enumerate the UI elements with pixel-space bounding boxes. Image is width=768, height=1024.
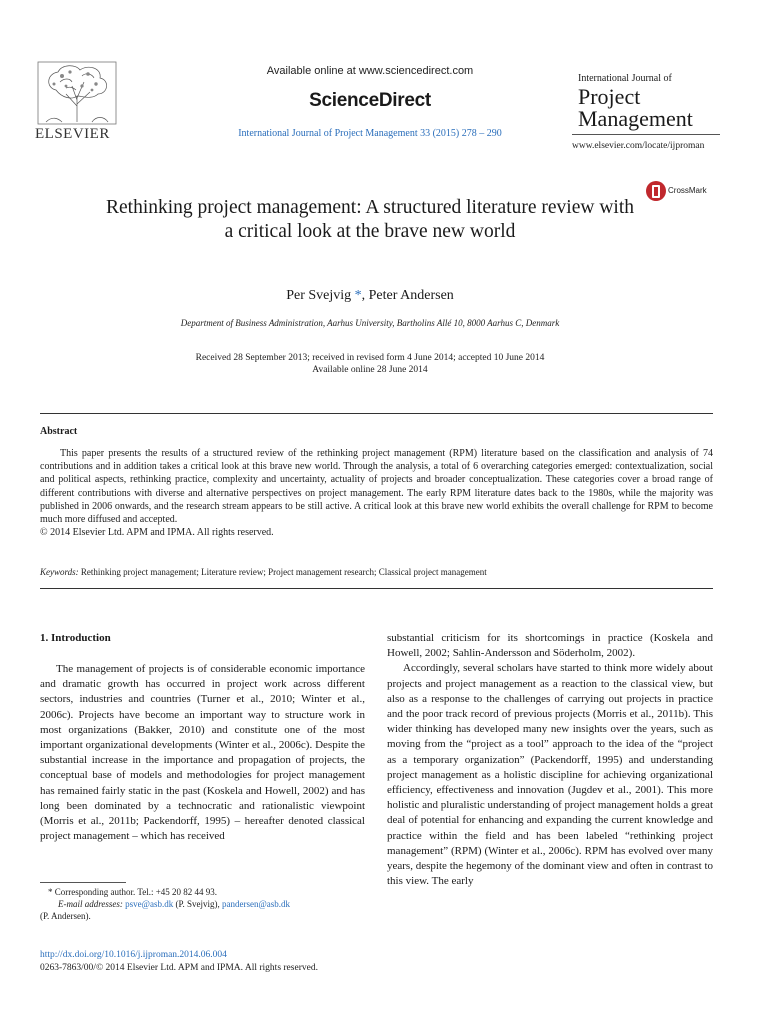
- email-owner-2: (P. Andersen).: [40, 911, 91, 921]
- issn-copyright: 0263-7863/00/© 2014 Elsevier Ltd. APM and IPMA. All rights reserved.: [40, 963, 318, 973]
- abstract-body: [40, 447, 713, 539]
- right-column: [387, 631, 713, 889]
- journal-title-line1: Project: [578, 84, 641, 109]
- author-affiliation: Department of Business Administration, Aarhus University, Bartholins Allé 10, 8000 Aarhus C, Denmark: [180, 318, 560, 328]
- abstract-copyright: © 2014 Elsevier Ltd. APM and IPMA. All rights reserved.: [40, 527, 274, 539]
- journal-divider: [572, 134, 720, 135]
- article-title: Rethinking project management: A structured literature review with a critical look at the brave new world: [106, 197, 634, 242]
- abstract-heading: Abstract: [40, 426, 78, 437]
- email-label: E-mail addresses:: [58, 899, 123, 909]
- body-paragraph: The management of projects is of considerable economic importance and dramatic growth has occurred in project work across different sectors, industries and countries (Turner et al., 2010; Winter et al., 2006c). Projects have become an important way to structure work in most organizations (Bakker, 2010) and constitute one of the most important organizational developments (Winter et al., 2006c). Despite the substantial increase in the importance and propagation of projects, the conceptual base of models and methodologies for project management has remained fairly static in the past (Koskela and Howell, 2002) and has long been dominated by a technocratic and rationalistic viewpoint (Morris et al., 2011b; Packendorff, 1995) – hereafter denoted classical project management – which has received: [40, 663, 365, 843]
- email-link-2[interactable]: pandersen@asb.dk: [221, 899, 291, 909]
- available-date: Available online 28 June 2014: [312, 365, 428, 375]
- publisher-name: ELSEVIER: [35, 126, 110, 142]
- section-heading: 1. Introduction: [40, 632, 111, 644]
- corresponding-author-marker[interactable]: *: [354, 288, 362, 303]
- author-1[interactable]: Per Svejvig: [286, 288, 355, 303]
- keywords: [40, 567, 713, 577]
- abstract-text: This paper presents the results of a structured review of the rethinking project management (RPM) literature based on the classification and analysis of 74 contributions and in addition takes a critical look at this brave new world. Through the analysis, a total of 6 overarching categories emerged: contextualization, social and political aspects, rethinking practice, complexity and uncertainty, actuality of projects and broader conceptualization. These categories cover a broad range of different contributions with diverse and alternative perspectives on project management. The early RPM literature dates back to the 1980s, while the majority was published in 2006 onwards, and the research stream appears to be still active. A critical look at this brave new world exhibits the overall challenge for RPM to become much more diffused and accepted.: [40, 448, 713, 526]
- author-2[interactable]: , Peter Andersen: [361, 288, 454, 303]
- email-link-1[interactable]: psve@asb.dk: [125, 899, 174, 909]
- journal-title-line2: Management: [578, 106, 693, 131]
- keywords-label: Keywords:: [40, 567, 79, 577]
- sciencedirect-logo-text[interactable]: ScienceDirect: [309, 90, 431, 111]
- journal-title-small: International Journal of: [578, 73, 672, 84]
- abstract-bottom-rule: [40, 588, 713, 589]
- received-dates: Received 28 September 2013; received in revised form 4 June 2014; accepted 10 June 2014: [195, 353, 545, 363]
- crossmark-label[interactable]: CrossMark: [668, 186, 707, 195]
- article-history: [60, 352, 680, 376]
- journal-title-big: [578, 86, 693, 130]
- body-paragraph: Accordingly, several scholars have started to think more widely about projects and project management as a reaction to the classical view, but also as a response to the challenges of carrying out projects in practice and the poor track record of previous projects (Morris et al., 2011b). This wider thinking has developed many new insights over the years, such as moving from the “project as a tool” approach to the idea of the “project as a temporary organization” (Packendorff, 1995) and understanding project management as a holistic discipline for achieving organizational efficiency, effectiveness and innovation (Jugdev et al., 2001). This more holistic and pluralistic understanding of project management holds a great deal of potential for enhancing and expanding the current knowledge and practice within the field and has been labeled “rethinking project management” (RPM) (Winter et al., 2006c). RPM has evolved over many years, despite the hegemony of the dominant view and often in contrast to this view. The early: [387, 662, 713, 888]
- corresponding-author-note: * Corresponding author. Tel.: +45 20 82 44 93.: [48, 887, 218, 897]
- footnote: [40, 886, 370, 922]
- body-paragraph: substantial criticism for its shortcomings in practice (Koskela and Howell, 2002; Sahlin-Andersson and Söderholm, 2002).: [387, 632, 713, 660]
- journal-url[interactable]: www.elsevier.com/locate/ijproman: [572, 141, 705, 151]
- email-owner-1: (P. Svejvig),: [173, 899, 222, 909]
- article-authors: [100, 288, 640, 304]
- email-line: [40, 898, 370, 910]
- available-online-text[interactable]: Available online at www.sciencedirect.com: [266, 65, 474, 77]
- left-column: [40, 662, 365, 844]
- footnote-rule: [40, 882, 126, 883]
- keywords-list: Rethinking project management; Literature review; Project management research; Classical project management: [78, 567, 487, 577]
- journal-citation-link[interactable]: International Journal of Project Management 33 (2015) 278 – 290: [238, 128, 502, 139]
- doi-link[interactable]: http://dx.doi.org/10.1016/j.ijproman.2014.06.004: [40, 950, 227, 960]
- abstract-top-rule: [40, 413, 713, 414]
